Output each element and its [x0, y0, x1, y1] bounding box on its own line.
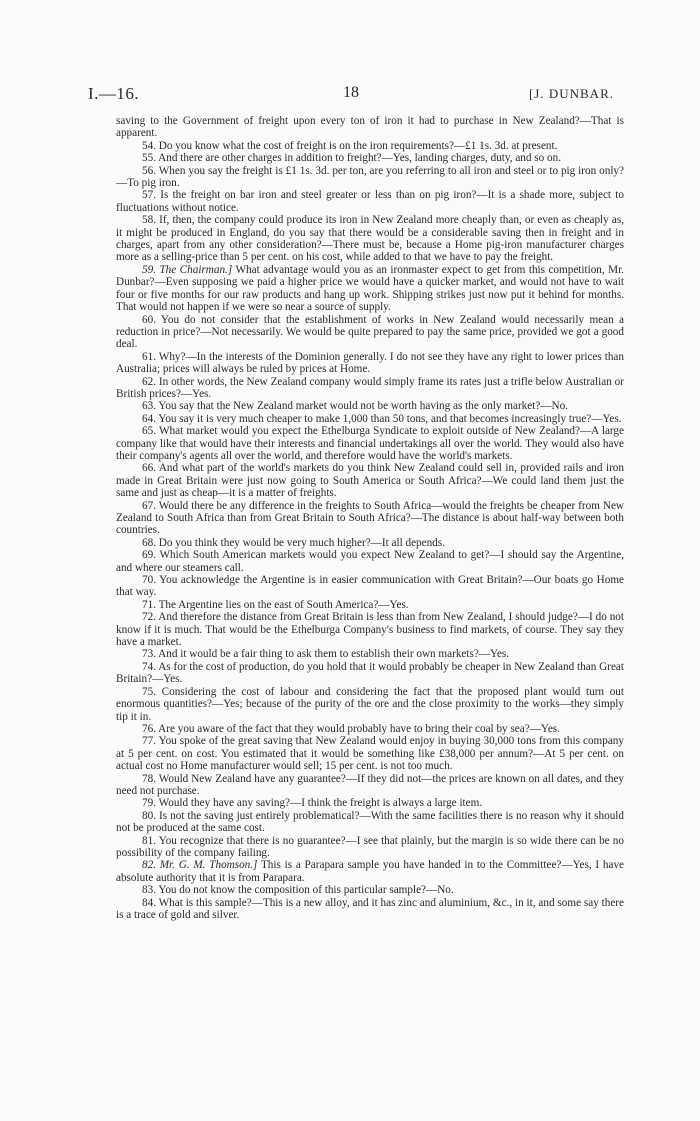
paragraph: 63. You say that the New Zealand market would not be worth having as the only market?—No.	[142, 400, 568, 413]
paragraph: 81. You recognize that there is no guarantee?—I see that plainly, but the margin is so wide there can be no possibility of the company failing.	[116, 834, 624, 859]
paragraph: 83. You do not know the composition of this particular sample?—No.	[142, 884, 454, 897]
paragraph: 76. Are you aware of the fact that they would probably have to bring their coal by sea?—Yes.	[142, 722, 560, 735]
paragraph: 67. Would there be any difference in the freights to South Africa—would the freights be cheaper from New Zealand to South Africa than from Great Britain to South Africa?—The distance is about half-way between both countries.	[116, 499, 624, 537]
paragraph: 56. When you say the freight is £1 1s. 3d. per ton, are you referring to all iron and steel or to pig iron only?—To pig iron.	[116, 164, 624, 190]
paragraph: 69. Which South American markets would you expect New Zealand to get?—I should say the Argentine, and where our steamers call.	[116, 549, 624, 574]
paragraph: 65. What market would you expect the Ethelburga Syndicate to exploit outside of New Zealand?—A large company like that would have their interests and financial undertakings all over the world. They would also have their company's agents all over the world, and therefore would have the world's markets.	[116, 425, 624, 462]
paragraph: 73. And it would be a fair thing to ask them to establish their own markets?—Yes.	[142, 648, 510, 661]
speaker-label: 82. Mr. G. M. Thomson.]	[142, 859, 258, 872]
paragraph: 59. The Chairman.] What advantage would you as an ironmaster expect to get from this competition, Mr. Dunbar?—Even supposing we paid a higher price we would have a quicker market, and would not have to wait four or five months for our raw products and hang up work. Shipping strikes just now put it behind for months. That would not happen if we were so near a source of supply.	[116, 263, 625, 314]
paragraph: saving to the Government of freight upon every ton of iron it had to purchase in New Zealand?—That is apparent.	[116, 115, 624, 140]
evidence-text	[116, 115, 624, 921]
paragraph: 54. Do you know what the cost of freight is on the iron requirements?—£1 1s. 3d. at present.	[142, 139, 558, 152]
paragraph: 61. Why?—In the interests of the Dominion generally. I do not see they have any right to lower prices than Australia; prices will always be ruled by prices at Home.	[116, 350, 624, 376]
paragraph: 70. You acknowledge the Argentine is in easier communication with Great Britain?—Our boats go Home that way.	[116, 574, 624, 599]
paragraph: 55. And there are other charges in addition to freight?—Yes, landing charges, duty, and so on.	[142, 152, 562, 165]
paragraph: 64. You say it is very much cheaper to make 1,000 than 50 tons, and that becomes increasingly true?—Yes.	[142, 412, 622, 425]
paragraph: 74. As for the cost of production, do you hold that it would probably be cheaper in New Zealand than Great Britain?—Yes.	[116, 660, 624, 686]
paragraph: 77. You spoke of the great saving that New Zealand would enjoy in buying 30,000 tons from this company at 5 per cent. on cost. You estimated that it would be something like £38,000 per annum?—At 5 per cent. on actual cost no Home manufacturer would sell; 15 per cent. is not too much.	[116, 735, 624, 773]
witness-name: [J. DUNBAR.	[528, 86, 614, 101]
paragraph: 57. Is the freight on bar iron and steel greater or less than on pig iron?—It is a shade more, subject to fluctuations without notice.	[116, 189, 624, 214]
paragraph: 82. Mr. G. M. Thomson.] This is a Parapara sample you have handed in to the Committee?—Yes, I have absolute authority that it is from Parapara.	[116, 859, 625, 884]
paragraph: 75. Considering the cost of labour and considering the fact that the proposed plant would turn out enormous quantities?—Yes; because of the purity of the ore and the close proximity to the works—they simply tip it in.	[116, 685, 624, 723]
paragraph: 72. And therefore the distance from Great Britain is less than from New Zealand, I should judge?—I do not know if it is much. That would be the Ethelburga Company's business to find markets, of course. They say they have a market.	[116, 611, 624, 649]
paragraph: 78. Would New Zealand have any guarantee?—If they did not—the prices are known on all dates, and they need not purchase.	[116, 772, 624, 797]
paragraph: 84. What is this sample?—This is a new alloy, and it has zinc and aluminium, &c., in it, and some say there is a trace of gold and silver.	[116, 896, 624, 921]
paragraph: 60. You do not consider that the establishment of works in New Zealand would necessarily mean a reduction in price?—Not necessarily. We would be quite prepared to pay the same price, provided we got a good deal.	[116, 313, 624, 351]
paragraph: 80. Is not the saving just entirely problematical?—With the same facilities there is no reason why it should not be produced at the same cost.	[116, 809, 624, 835]
page-header	[88, 84, 614, 104]
paragraph: 79. Would they have any saving?—I think the freight is always a large item.	[142, 797, 483, 810]
paragraph: 66. And what part of the world's markets do you think New Zealand could sell in, provided rails and iron made in Great Britain were just now going to South America or South Africa?—We could land them just the same and just as cheap—it is a matter of freights.	[116, 462, 624, 500]
speaker-label: 59. The Chairman.]	[142, 263, 233, 276]
paper-reference: I.—16.	[88, 84, 140, 103]
paragraph: 71. The Argentine lies on the east of South America?—Yes.	[142, 598, 409, 611]
paragraph: 62. In other words, the New Zealand company would simply frame its rates just a trifle below Australian or British prices?—Yes.	[116, 375, 624, 400]
paragraph: 68. Do you think they would be very much higher?—It all depends.	[142, 536, 445, 549]
paragraph: 58. If, then, the company could produce its iron in New Zealand more cheaply than, or even as cheaply as, it might be produced in England, do you say that there would be a considerable saving then in freight and in charges, apart from any other consideration?—There must be, because a Home pig-iron manufacturer charges more as a selling-price than 5 per cent. on his cost, while added to that we have to pay the freight.	[116, 214, 624, 264]
page-number: 18	[343, 84, 359, 101]
